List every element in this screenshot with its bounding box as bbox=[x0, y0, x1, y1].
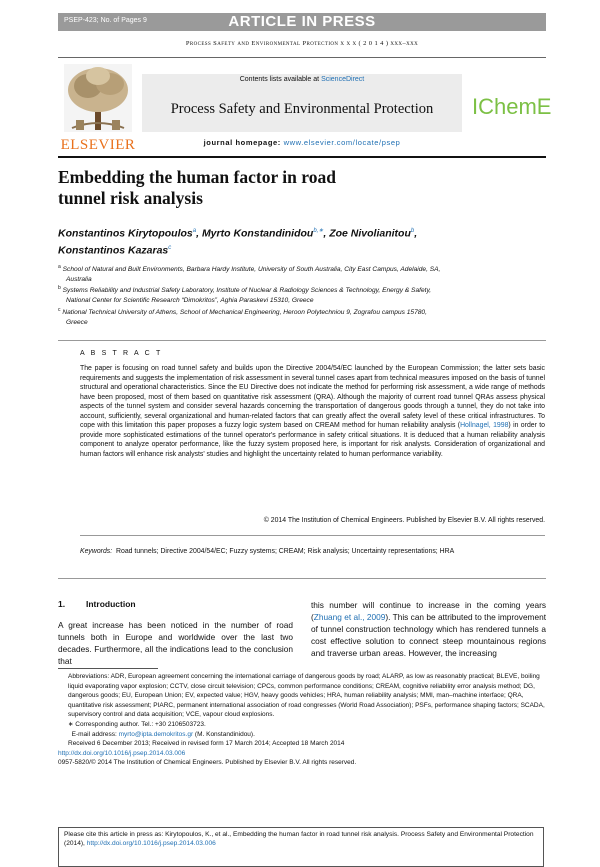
keywords-rule bbox=[58, 578, 546, 579]
affiliation-item bbox=[58, 263, 448, 284]
title-line-1: Embedding the human factor in road bbox=[58, 167, 336, 187]
affiliation-mark: c bbox=[58, 306, 61, 313]
article-title bbox=[58, 167, 458, 209]
author-name[interactable]: Konstantinos Kazaras bbox=[58, 244, 169, 256]
affiliation-text: Systems Reliability and Industrial Safety Laboratory, Institute of Nuclear & Radiology Sciences & Technology, Energy & Safety, National Center for Scientific Research “Dimokritos”, Aghia Paraskevi 15310, Greece bbox=[62, 287, 432, 305]
author-mark[interactable]: a bbox=[192, 228, 197, 234]
author-name[interactable]: Zoe Nivolianitou bbox=[329, 227, 411, 240]
affiliation-text: School of Natural and Built Environments, Barbara Hardy Institute, University of South Australia, City East Campus, Adelaide, SA, Australia bbox=[62, 266, 441, 283]
homepage-link[interactable]: www.elsevier.com/locate/psep bbox=[283, 138, 401, 147]
contents-line bbox=[142, 76, 462, 83]
abstract-rule-top bbox=[58, 340, 546, 341]
citation-body: Please cite this article in press as: Kirytopoulos, K., et al., Embedding the human factor in road tunnel risk analysis. Process Safety and Environmental Protection (2014), bbox=[64, 831, 534, 848]
affiliation-item bbox=[58, 284, 448, 305]
footnotes bbox=[58, 672, 546, 768]
header-rule-bottom bbox=[58, 156, 546, 158]
email-note bbox=[58, 730, 546, 740]
keywords-text: Road tunnels; Directive 2004/54/EC; Fuzzy systems; CREAM; Risk analysis; Uncertainty representations; HRA bbox=[116, 548, 455, 555]
author-list bbox=[58, 224, 538, 257]
email-suffix: (M. Konstandinidou). bbox=[193, 730, 255, 738]
issn-copyright: 0957-5820/© 2014 The Institution of Chemical Engineers. Published by Elsevier B.V. All rights reserved. bbox=[58, 759, 357, 767]
section-title: Introduction bbox=[86, 599, 136, 609]
author-mark[interactable]: b bbox=[410, 228, 415, 234]
article-in-press-label: ARTICLE IN PRESS bbox=[228, 13, 376, 30]
body-column-right bbox=[311, 599, 546, 659]
abstract-text bbox=[80, 364, 545, 459]
journal-homepage bbox=[142, 138, 462, 147]
abstract-heading: A B S T R A C T bbox=[80, 350, 163, 357]
email-link[interactable]: myrto@ipta.demokritos.gr bbox=[118, 730, 194, 738]
article-in-press-bar bbox=[58, 13, 546, 31]
abstract-body-1: The paper is focusing on road tunnel safety and builds upon the Directive 2004/54/EC launched by the European Commission; the latter sets basic requirements and suggests the implementation of risk assessment in several tunnel cases apart from technical measures imposed on the basis of tunnel structural and operational characteristics. Since the EU Directive does not indicate the method for performing risk assessment, a wide range of methods have been proposed, most of them based on quantitative risk assessment (QRA). Although the majority of current road tunnel QRAs assess physical aspects of the tunnel system and consider several hazards concerning the transportation of dangerous goods through a tunnel, they do not take into account, sufficiently, several organizational and human-related factors that can greatly affect the overall safety level of these critical infrastructures. To cope with this limitation this paper proposes a fuzzy logic system based on CREAM method for human reliability analysis ( bbox=[80, 365, 545, 430]
contents-prefix: Contents lists available at bbox=[239, 76, 322, 83]
section-heading bbox=[58, 599, 136, 609]
title-line-2: tunnel risk analysis bbox=[58, 188, 203, 208]
elsevier-wordmark: ELSEVIER bbox=[60, 137, 136, 153]
icheme-logo: IChemE bbox=[472, 94, 552, 119]
citation-doi-link[interactable]: http://dx.doi.org/10.1016/j.psep.2014.03.006 bbox=[86, 840, 216, 848]
doi-link[interactable]: http://dx.doi.org/10.1016/j.psep.2014.03.006 bbox=[58, 749, 186, 757]
affiliation-item bbox=[58, 306, 448, 327]
running-head: Process Safety and Environmental Protection x x x ( 2 0 1 4 ) xxx–xxx bbox=[185, 40, 419, 47]
author-separator: , bbox=[196, 227, 202, 240]
author-name[interactable]: Konstantinos Kirytopoulos bbox=[58, 227, 193, 240]
author-separator: , bbox=[323, 227, 330, 240]
journal-id: PSEP-423; No. of Pages 9 bbox=[64, 17, 147, 24]
reference-link[interactable]: Hollnagel, 1998 bbox=[460, 422, 509, 430]
elsevier-logo bbox=[58, 62, 138, 157]
body-column-left: A great increase has been noticed in the number of road tunnels both in Europe and worldwide over the last two decades. Furthermore, all the indications lead to the conclusion that bbox=[58, 620, 293, 666]
keywords-label: Keywords: bbox=[80, 548, 113, 555]
journal-title: Process Safety and Environmental Protection bbox=[170, 101, 434, 117]
author-mark[interactable]: b,∗ bbox=[313, 228, 324, 234]
abstract-copyright: © 2014 The Institution of Chemical Engineers. Published by Elsevier B.V. All rights reserved. bbox=[263, 517, 545, 524]
homepage-label: journal homepage: bbox=[203, 138, 284, 147]
author-mark[interactable]: c bbox=[168, 244, 172, 251]
email-label: E-mail address: bbox=[71, 730, 119, 738]
reference-link[interactable]: Zhuang et al., 2009 bbox=[313, 612, 386, 622]
footnote-rule bbox=[58, 668, 158, 669]
author-separator: , bbox=[414, 227, 418, 240]
citation-text bbox=[64, 830, 538, 848]
abstract-rule-bottom bbox=[80, 535, 545, 536]
author-name[interactable]: Myrto Konstandinidou bbox=[201, 227, 314, 240]
header-rule-top bbox=[58, 57, 546, 58]
affiliation-mark: a bbox=[58, 264, 61, 270]
section-number: 1. bbox=[58, 599, 66, 609]
affiliation-text: National Technical University of Athens, School of Mechanical Engineering, Heroon Polytechniou 9, Zografou campus 15780, Greece bbox=[62, 308, 427, 326]
abbreviations-footnote: Abbreviations: ADR, European agreement concerning the international carriage of dangerous goods by road; ALARP, as low as reasonably practical; BLEVE, boiling liquid evaporating vapor explosion; CCTV, close circuit television; CPCs, common performance conditions; CREAM, cognitive reliability error analysis method; DG, dangerous goods; EU, European Union; EV, expected value; HGV, heavy goods vehicles; HRA, human reliability analysis; MMI, man–machine interface; QRA, quantitative risk assessment; PIARC, permanent international association of road congresses (World Road Association); PSFs, performance shaping factors; SCADA, supervisory control and data acquisition; VCE, vapour cloud explosions. bbox=[68, 673, 545, 719]
body-text: ). This can be attributed to the improvement of tunnel construction technology which has rendered tunnels a cost effective solution to connect steep mountainous regions and traverse urban areas. However, the increasing bbox=[311, 612, 546, 658]
body-text: this number will continue to increase in the coming years ( bbox=[311, 600, 546, 622]
corresponding-author-note: ∗ Corresponding author. Tel.: +30 2106503723. bbox=[68, 720, 206, 728]
received-dates: Received 6 December 2013; Received in revised form 17 March 2014; Accepted 18 March 2014 bbox=[68, 740, 345, 748]
sciencedirect-link[interactable]: ScienceDirect bbox=[321, 76, 365, 83]
abstract-body-2: ) in order to provide more sophisticated estimations of the tunnel operator's performance in safety critical situations. It is deduced that a human reliability analysis component to analyze operator performance, like the fuzzy system proposed here, is important for risk analysts. Consideration of organizational and human factors will enhance risk analysts' studies and highlight the uncertainty related to human performance variability. bbox=[80, 422, 546, 458]
affiliation-mark: b bbox=[58, 285, 61, 292]
affiliations bbox=[58, 263, 448, 327]
keywords bbox=[80, 547, 545, 557]
